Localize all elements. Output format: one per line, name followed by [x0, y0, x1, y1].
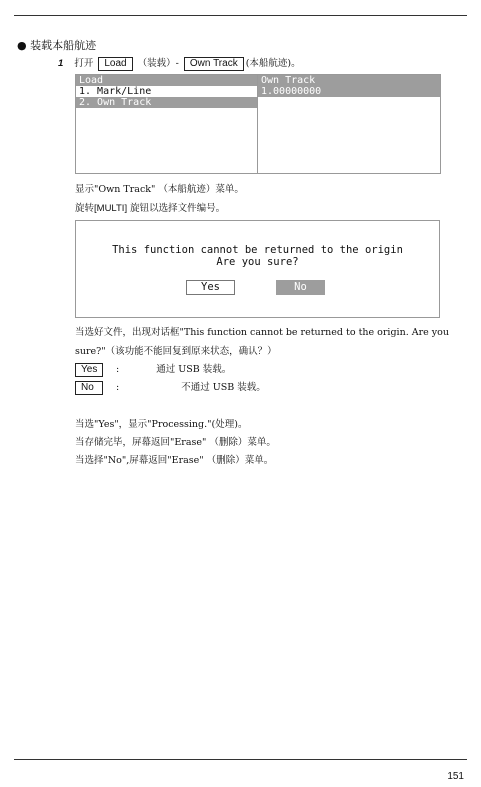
- explain-line-1: 当选好文件，出现对话框"This function cannot be returned to the origin. Are you: [75, 327, 449, 338]
- body-line-1: 显示"Own Track" （本船航迹）菜单。: [75, 184, 244, 195]
- section-heading: [17, 37, 96, 53]
- no-key: No: [75, 381, 103, 395]
- step-number: 1: [58, 58, 64, 69]
- confirm-dialog: [75, 220, 440, 318]
- load-note: （装载）-: [137, 58, 179, 69]
- load-menu-header: Load: [76, 75, 257, 86]
- yes-colon: :: [116, 364, 120, 375]
- step-1: [58, 55, 301, 71]
- file-item[interactable]: 1.00000000: [258, 86, 440, 97]
- no-button[interactable]: No: [276, 280, 325, 295]
- load-menu-screen: [75, 74, 441, 174]
- yes-button[interactable]: Yes: [186, 280, 235, 295]
- yes-option-row: [73, 361, 231, 377]
- step-open-text: 打开: [74, 58, 94, 69]
- bottom-rule: [14, 759, 467, 760]
- top-rule: [14, 15, 467, 16]
- load-menu-pane: [76, 75, 258, 173]
- body-line-2: [75, 200, 225, 214]
- no-description: 不通过 USB 装载。: [181, 382, 266, 393]
- no-option-row: [73, 379, 266, 395]
- page-number: 151: [447, 771, 464, 782]
- own-track-key: Own Track: [184, 57, 244, 71]
- load-key: Load: [98, 57, 132, 71]
- yes-description: 通过 USB 装载。: [156, 364, 232, 375]
- menu-item-own-track[interactable]: 2. Own Track: [76, 97, 257, 108]
- yes-key: Yes: [75, 363, 103, 377]
- dialog-question: Are you sure?: [216, 256, 299, 268]
- no-colon: :: [116, 382, 120, 393]
- dialog-message: This function cannot be returned to the origin: [112, 244, 403, 256]
- section-title: 装载本船航迹: [30, 39, 97, 52]
- own-track-note: (本船航迹)。: [245, 58, 301, 69]
- rotate-text: 旋转: [75, 203, 95, 214]
- note-storage-complete: 当存储完毕，屏幕返回"Erase" （删除）菜单。: [75, 437, 276, 448]
- note-no-selected: 当选择"No",屏幕返回"Erase" （删除）菜单。: [75, 455, 274, 466]
- own-track-pane: [258, 75, 440, 173]
- explain-line-2: sure?"（该功能不能回复到原来状态，确认？）: [75, 346, 277, 357]
- multi-knob-label: [MULTI]: [94, 203, 128, 214]
- bullet-icon: ●: [17, 39, 27, 52]
- own-track-header: Own Track: [258, 75, 440, 86]
- note-processing: 当选"Yes"，显示"Processing."(处理)。: [75, 419, 248, 430]
- select-file-text: 旋钮以选择文件编号。: [127, 203, 226, 214]
- menu-item-mark-line[interactable]: 1. Mark/Line: [79, 86, 152, 97]
